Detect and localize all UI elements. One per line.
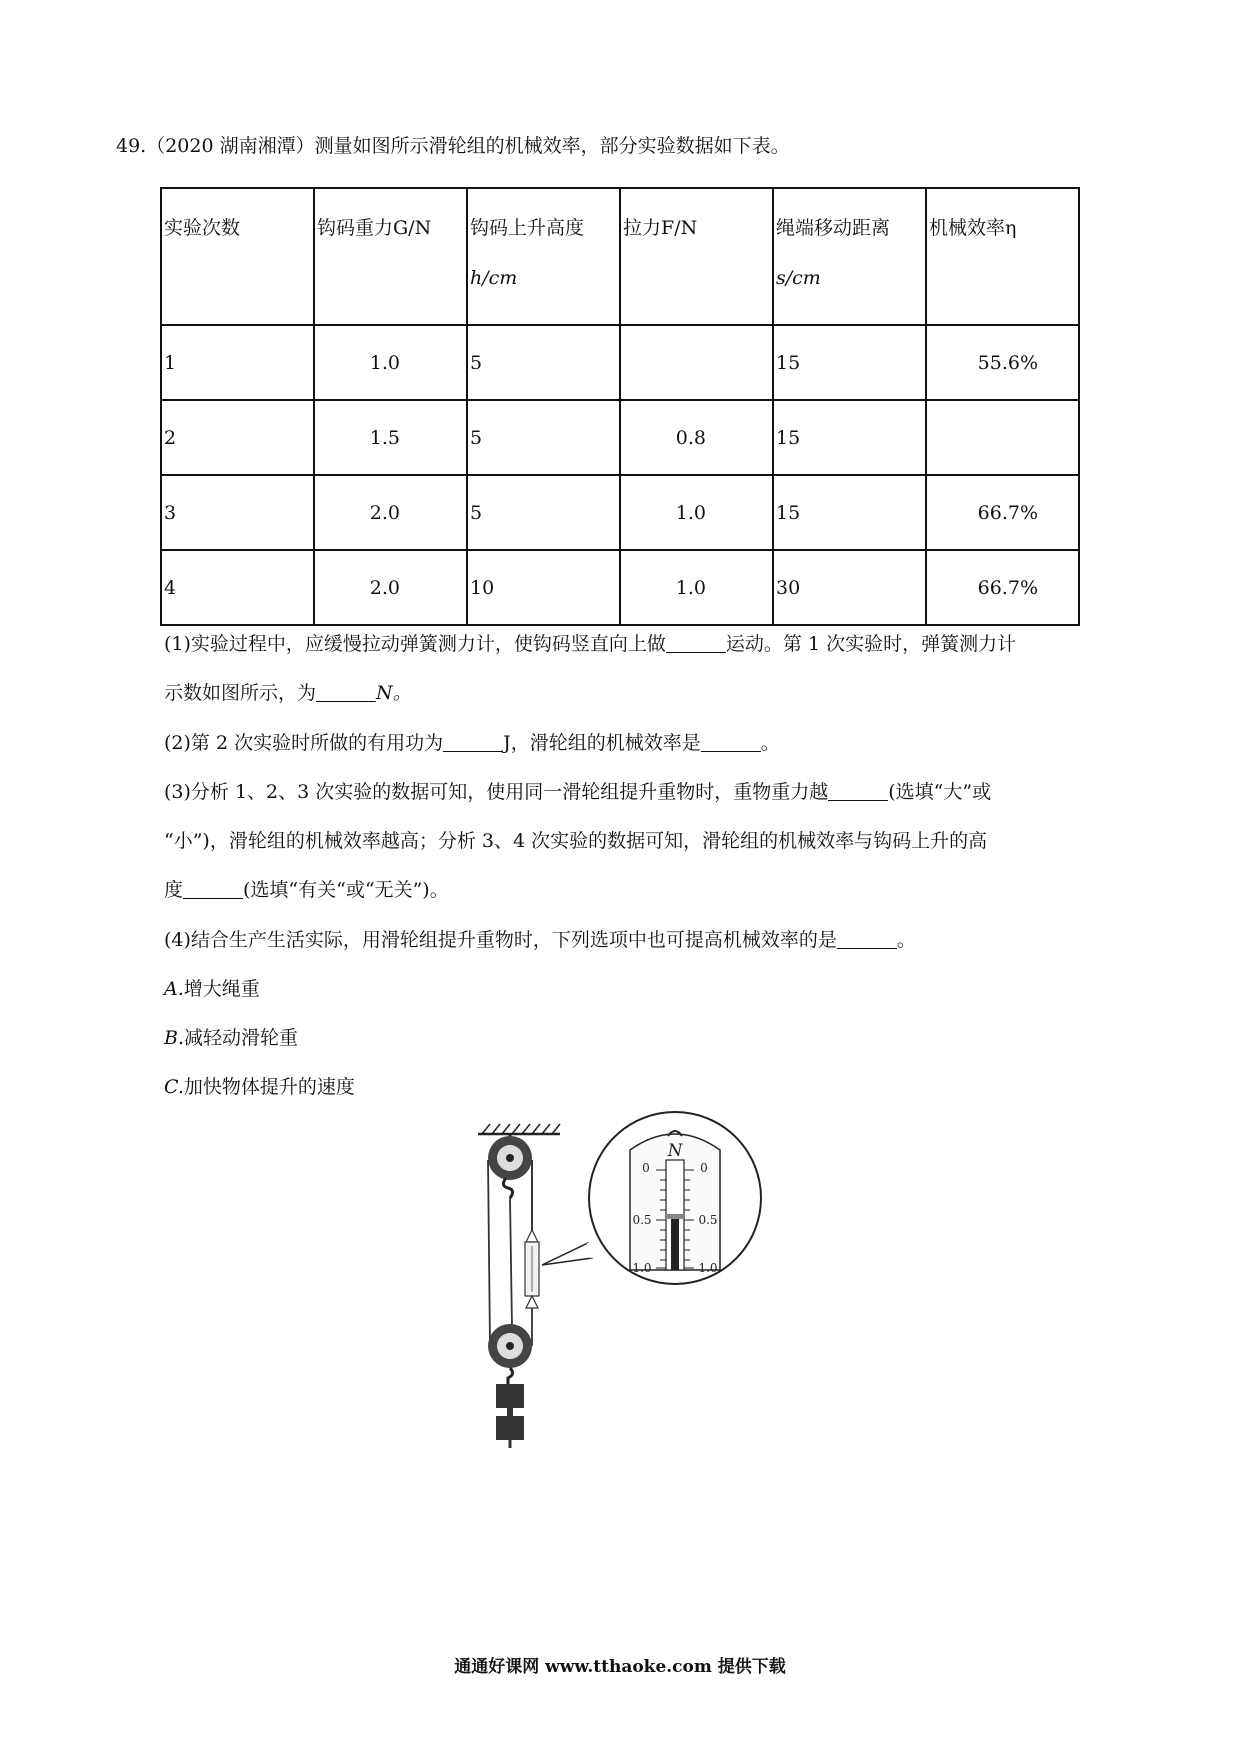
answer-blank [443, 732, 503, 752]
subquestion-3-line-2: “小”)，滑轮组的机械效率越高；分析 3、4 次实验的数据可知，滑轮组的机械效率与钩码上升的高 [164, 830, 988, 852]
spring-scale [525, 1230, 539, 1308]
table-cell: 4 [161, 550, 314, 625]
question-prompt: 测量如图所示滑轮组的机械效率，部分实验数据如下表。 [314, 135, 790, 157]
answer-blank [666, 633, 726, 653]
answer-blank [316, 682, 376, 702]
table-cell: 5 [467, 475, 620, 550]
table-cell: 66.7% [926, 475, 1079, 550]
answer-blank [837, 929, 897, 949]
pulley-figure [470, 1110, 780, 1460]
table-cell: 10 [467, 550, 620, 625]
table-cell: 2.0 [314, 475, 467, 550]
data-table [160, 187, 1080, 626]
table-cell: 15 [773, 400, 926, 475]
subquestion-4: (4)结合生产生活实际，用滑轮组提升重物时，下列选项中也可提高机械效率的是 。 [164, 929, 916, 951]
header-cell: 钩码上升高度 h/cm [467, 188, 620, 325]
fixed-pulley [488, 1134, 532, 1198]
subquestion-3-line-3: 度 (选填“有关“或“无关”)。 [164, 879, 449, 901]
table-cell [620, 325, 773, 400]
table-row [161, 400, 1079, 475]
scale-label-right: 0.5 [698, 1213, 718, 1227]
table-cell: 5 [467, 325, 620, 400]
page-footer: 通通好课网 www.tthaoke.com 提供下载 [454, 1657, 786, 1677]
table-cell: 0.8 [620, 400, 773, 475]
table-cell: 30 [773, 550, 926, 625]
scale-label-right: 1.0 [698, 1261, 718, 1275]
answer-blank [183, 879, 243, 899]
table-row [161, 475, 1079, 550]
scale-label-right: 0 [700, 1161, 708, 1175]
subquestion-3-line-1: (3)分析 1、2、3 次实验的数据可知，使用同一滑轮组提升重物时，重物重力越 (选填“大”或 [164, 781, 992, 803]
header-cell: 钩码重力G/N [314, 188, 467, 325]
table-row [161, 550, 1079, 625]
option-a: A.增大绳重 [164, 978, 260, 1000]
table-cell: 5 [467, 400, 620, 475]
table-cell: 2 [161, 400, 314, 475]
table-cell: 1.5 [314, 400, 467, 475]
movable-pulley [488, 1324, 532, 1384]
option-b: B.减轻动滑轮重 [164, 1027, 299, 1049]
option-c: C.加快物体提升的速度 [164, 1076, 355, 1098]
table-cell: 55.6% [926, 325, 1079, 400]
question-title [116, 131, 790, 158]
question-source: （2020 湖南湘潭） [146, 135, 315, 157]
header-cell: 拉力F/N [620, 188, 773, 325]
hook-weights [496, 1384, 524, 1448]
table-cell: 1.0 [620, 550, 773, 625]
answer-blank [828, 781, 888, 801]
scale-unit-label: N [667, 1141, 683, 1161]
header-cell: 绳端移动距离 s/cm [773, 188, 926, 325]
table-cell [926, 400, 1079, 475]
question-number: 49. [116, 135, 147, 157]
scale-label-left: 0.5 [632, 1213, 652, 1227]
table-cell: 2.0 [314, 550, 467, 625]
table-cell: 15 [773, 475, 926, 550]
table-row [161, 325, 1079, 400]
table-cell: 1.0 [314, 325, 467, 400]
answer-blank [701, 732, 761, 752]
table-cell: 1.0 [620, 475, 773, 550]
scale-label-left: 1.0 [632, 1261, 652, 1275]
ceiling-hatch [478, 1124, 560, 1134]
table-header-row [161, 188, 1079, 325]
magnified-scale-callout [542, 1112, 761, 1284]
header-cell: 实验次数 [161, 188, 314, 325]
scale-label-left: 0 [642, 1161, 650, 1175]
header-cell: 机械效率η [926, 188, 1079, 325]
table-cell: 15 [773, 325, 926, 400]
table-cell: 66.7% [926, 550, 1079, 625]
subquestion-1-line-2: 示数如图所示，为 N。 [164, 682, 412, 704]
subquestion-1-line-1: (1)实验过程中，应缓慢拉动弹簧测力计，使钩码竖直向上做 运动。第 1 次实验时，弹簧测力计 [164, 633, 1017, 655]
subquestion-2: (2)第 2 次实验时所做的有用功为 J，滑轮组的机械效率是 。 [164, 732, 780, 754]
table-cell: 1 [161, 325, 314, 400]
table-cell: 3 [161, 475, 314, 550]
